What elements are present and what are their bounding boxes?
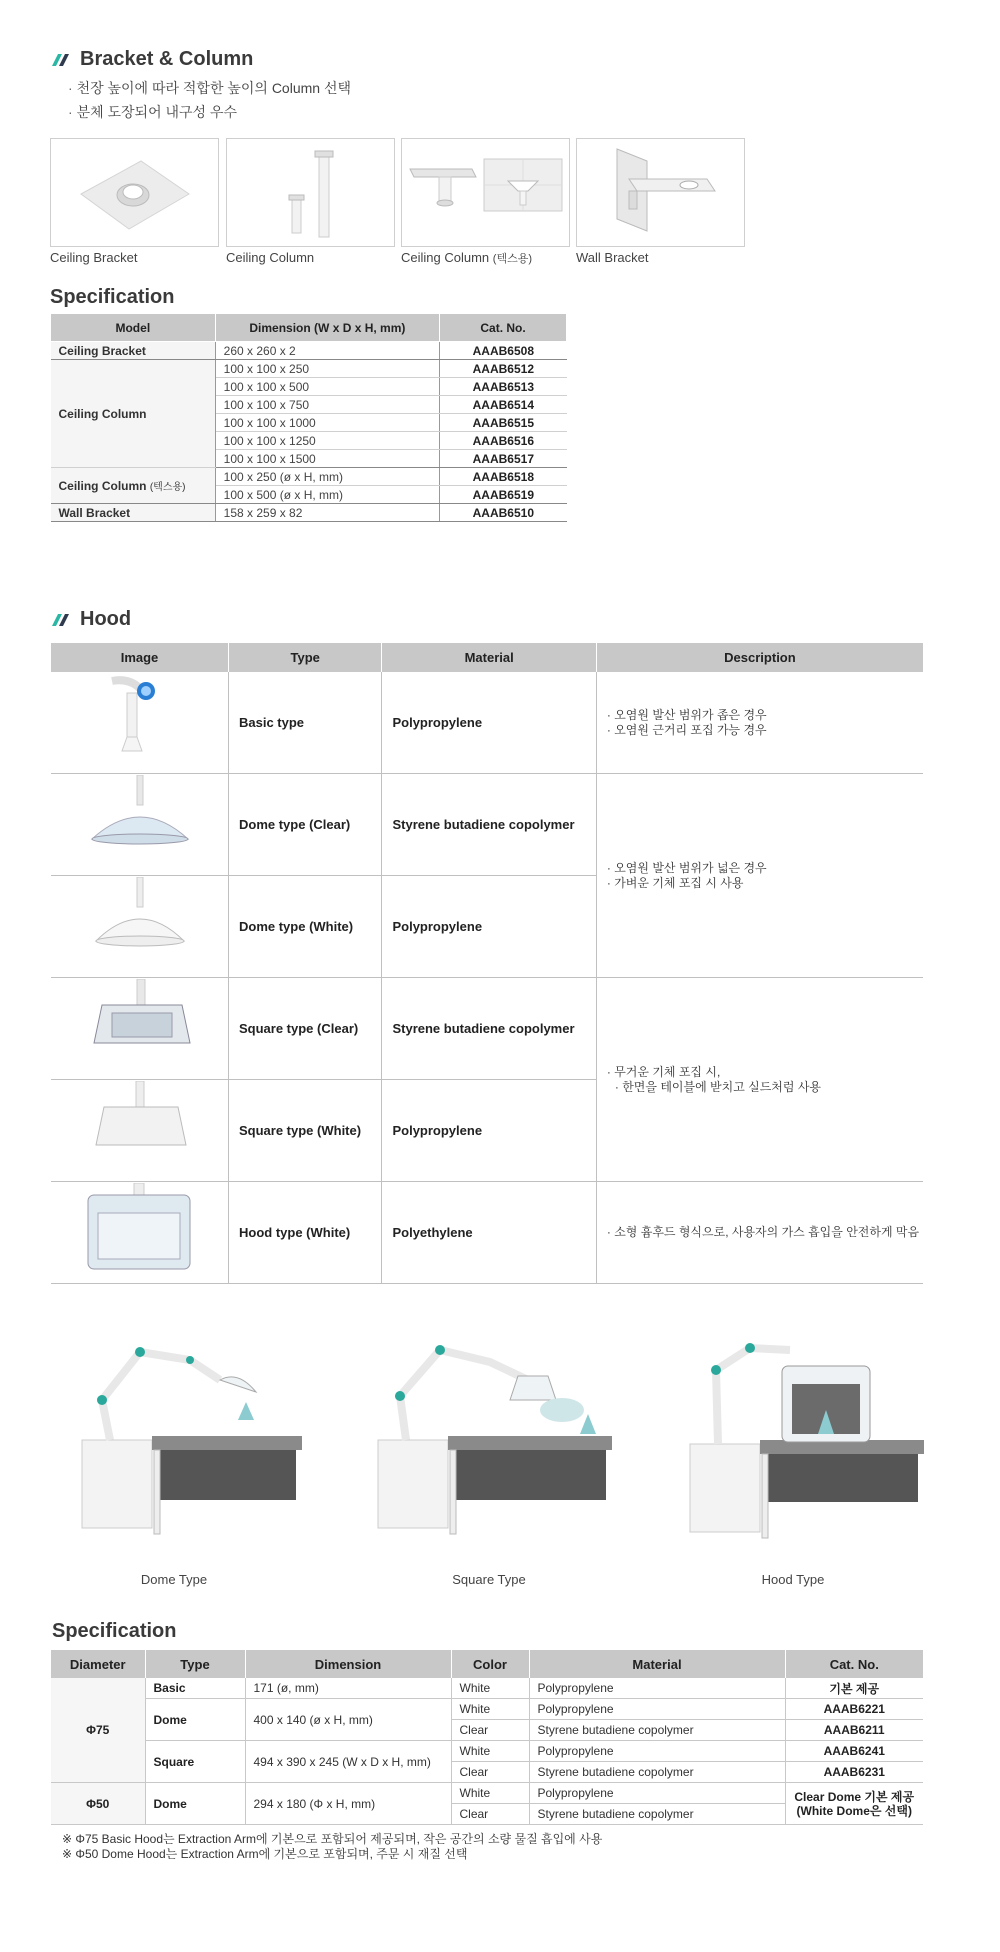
hood-type-cell: Hood type (White) <box>229 1182 382 1284</box>
dimension-cell: 400 x 140 (ø x H, mm) <box>245 1699 451 1741</box>
square-white-hood-image <box>51 1080 229 1182</box>
ceiling-column-tex-image <box>401 138 570 247</box>
hood-type-cell: Dome type (Clear) <box>229 774 382 876</box>
cat-no-cell: AAAB6514 <box>440 396 567 414</box>
col-header: Description <box>596 643 923 672</box>
dome-scene <box>82 1347 302 1534</box>
color-cell: Clear <box>451 1720 529 1741</box>
hood-material-cell: Polypropylene <box>382 876 596 978</box>
table-row <box>51 978 923 1080</box>
wall-bracket-image <box>576 138 745 247</box>
hood-table <box>51 643 923 1284</box>
thumbnail-caption: Wall Bracket <box>576 250 649 265</box>
table-row <box>51 342 567 360</box>
table-row <box>51 1741 923 1762</box>
hood-material-cell: Polyethylene <box>382 1182 596 1284</box>
note-line: ※ Φ75 Basic Hood는 Extraction Arm에 기본으로 포함되어 제공되며, 작은 공간의 소량 물질 흡입에 사용 <box>62 1832 603 1846</box>
color-cell: White <box>451 1678 529 1699</box>
table-row <box>51 1678 923 1699</box>
spec1-title: Specification <box>50 286 175 308</box>
dome-white-hood-image <box>51 876 229 978</box>
hood-type-cell: Basic type <box>229 672 382 774</box>
hood-material-cell: Polypropylene <box>382 672 596 774</box>
model-cell: Ceiling Column (텍스용) <box>51 468 216 504</box>
bullet-item: · 분체 도장되어 내구성 우수 <box>68 100 351 124</box>
col-header: Cat. No. <box>440 314 567 342</box>
cat-no-cell: 기본 제공 <box>785 1678 923 1699</box>
material-cell: Styrene butadiene copolymer <box>529 1762 785 1783</box>
color-cell: Clear <box>451 1804 529 1825</box>
hood-material-cell: Polypropylene <box>382 1080 596 1182</box>
cat-no-cell: AAAB6517 <box>440 450 567 468</box>
cat-no-cell: AAAB6518 <box>440 468 567 486</box>
hood-scene <box>690 1343 924 1538</box>
bracket-spec-table <box>50 313 567 522</box>
type-cell: Square <box>145 1741 245 1783</box>
hood-type-image <box>51 1182 229 1284</box>
type-cell: Dome <box>145 1783 245 1825</box>
col-header: Cat. No. <box>785 1650 923 1678</box>
material-cell: Styrene butadiene copolymer <box>529 1804 785 1825</box>
bracket-bullets <box>68 76 351 124</box>
table-row <box>51 774 923 876</box>
col-header: Image <box>51 643 229 672</box>
hood-type-cell: Square type (Clear) <box>229 978 382 1080</box>
dimension-cell: 100 x 250 (ø x H, mm) <box>215 468 439 486</box>
dimension-cell: 100 x 100 x 1250 <box>215 432 439 450</box>
cat-no-cell: AAAB6510 <box>440 504 567 522</box>
cat-no-cell: AAAB6508 <box>440 342 567 360</box>
material-cell: Polypropylene <box>529 1678 785 1699</box>
material-cell: Styrene butadiene copolymer <box>529 1720 785 1741</box>
thumbnail-caption: Ceiling Column (텍스용) <box>401 250 532 265</box>
square-clear-hood-image <box>51 978 229 1080</box>
dome-clear-hood-image <box>51 774 229 876</box>
col-header: Type <box>145 1650 245 1678</box>
table-row <box>51 468 567 486</box>
scene-caption: Dome Type <box>140 1572 208 1587</box>
thumbnail-caption: Ceiling Bracket <box>50 250 138 265</box>
col-header: Material <box>529 1650 785 1678</box>
hood-material-cell: Styrene butadiene copolymer <box>382 978 596 1080</box>
color-cell: White <box>451 1783 529 1804</box>
scene-caption: Square Type <box>452 1572 526 1587</box>
dimension-cell: 294 x 180 (Φ x H, mm) <box>245 1783 451 1825</box>
col-header: Material <box>382 643 596 672</box>
model-cell: Ceiling Column <box>51 360 216 468</box>
basic-hood-image <box>51 672 229 774</box>
dimension-cell: 100 x 100 x 500 <box>215 378 439 396</box>
col-header: Model <box>51 314 216 342</box>
cat-no-cell: Clear Dome 기본 제공 (White Dome은 선택) <box>785 1783 923 1825</box>
section-title-text: Hood <box>80 608 132 630</box>
hood-description-cell: · 소형 흄후드 형식으로, 사용자의 가스 흡입을 안전하게 막음 <box>596 1182 923 1284</box>
dimension-cell: 260 x 260 x 2 <box>215 342 439 360</box>
cat-no-cell: AAAB6513 <box>440 378 567 396</box>
hood-material-cell: Styrene butadiene copolymer <box>382 774 596 876</box>
hood-type-cell: Dome type (White) <box>229 876 382 978</box>
spec2-title: Specification <box>52 1620 177 1642</box>
cat-no-cell: AAAB6519 <box>440 486 567 504</box>
dimension-cell: 158 x 259 x 82 <box>215 504 439 522</box>
table-row <box>51 1699 923 1720</box>
cat-no-cell: AAAB6241 <box>785 1741 923 1762</box>
scene-caption: Hood Type <box>761 1572 825 1587</box>
cat-no-cell: AAAB6211 <box>785 1720 923 1741</box>
bullet-item: · 천장 높이에 따라 적합한 높이의 Column 선택 <box>68 76 351 100</box>
col-header: Dimension (W x D x H, mm) <box>215 314 439 342</box>
note-line: ※ Φ50 Dome Hood는 Extraction Arm에 기본으로 포함되며, 주문 시 재질 선택 <box>62 1847 468 1861</box>
table-row <box>51 504 567 522</box>
color-cell: White <box>451 1699 529 1720</box>
col-header: Dimension <box>245 1650 451 1678</box>
ceiling-column-image <box>226 138 395 247</box>
type-cell: Dome <box>145 1699 245 1741</box>
square-scene <box>378 1345 612 1534</box>
hood-spec-table <box>51 1650 923 1825</box>
dimension-cell: 100 x 100 x 750 <box>215 396 439 414</box>
cat-no-cell: AAAB6512 <box>440 360 567 378</box>
spec-notes <box>62 1832 602 1862</box>
table-row <box>51 1783 923 1804</box>
material-cell: Polypropylene <box>529 1783 785 1804</box>
table-row <box>51 672 923 774</box>
material-cell: Polypropylene <box>529 1699 785 1720</box>
dimension-cell: 100 x 100 x 1000 <box>215 414 439 432</box>
dimension-cell: 100 x 100 x 1500 <box>215 450 439 468</box>
col-header: Diameter <box>51 1650 145 1678</box>
section-marker-icon <box>50 52 70 68</box>
cat-no-cell: AAAB6516 <box>440 432 567 450</box>
dimension-cell: 100 x 500 (ø x H, mm) <box>215 486 439 504</box>
thumbnail-caption: Ceiling Column <box>226 250 315 265</box>
color-cell: Clear <box>451 1762 529 1783</box>
col-header: Type <box>229 643 382 672</box>
dimension-cell: 494 x 390 x 245 (W x D x H, mm) <box>245 1741 451 1783</box>
bracket-section-title <box>50 48 253 71</box>
diameter-cell: Φ50 <box>51 1783 145 1825</box>
hood-description-cell: · 무거운 기체 포집 시, · 한면을 테이블에 받치고 실드처럼 사용 <box>596 978 923 1182</box>
diameter-cell: Φ75 <box>51 1678 145 1783</box>
section-title-text: Bracket & Column <box>80 48 254 70</box>
dimension-cell: 100 x 100 x 250 <box>215 360 439 378</box>
color-cell: White <box>451 1741 529 1762</box>
usage-scenes-illustration <box>70 1340 950 1560</box>
hood-description-cell: · 오염원 발산 범위가 좁은 경우 · 오염원 근거리 포집 가능 경우 <box>596 672 923 774</box>
ceiling-bracket-image <box>50 138 219 247</box>
col-header: Color <box>451 1650 529 1678</box>
type-cell: Basic <box>145 1678 245 1699</box>
hood-section-title <box>50 608 131 631</box>
hood-description-cell: · 오염원 발산 범위가 넓은 경우 · 가벼운 기체 포집 시 사용 <box>596 774 923 978</box>
model-cell: Ceiling Bracket <box>51 342 216 360</box>
table-row <box>51 1182 923 1284</box>
model-cell: Wall Bracket <box>51 504 216 522</box>
cat-no-cell: AAAB6231 <box>785 1762 923 1783</box>
section-marker-icon <box>50 612 70 628</box>
cat-no-cell: AAAB6515 <box>440 414 567 432</box>
hood-type-cell: Square type (White) <box>229 1080 382 1182</box>
table-row <box>51 360 567 378</box>
dimension-cell: 171 (ø, mm) <box>245 1678 451 1699</box>
material-cell: Polypropylene <box>529 1741 785 1762</box>
cat-no-cell: AAAB6221 <box>785 1699 923 1720</box>
